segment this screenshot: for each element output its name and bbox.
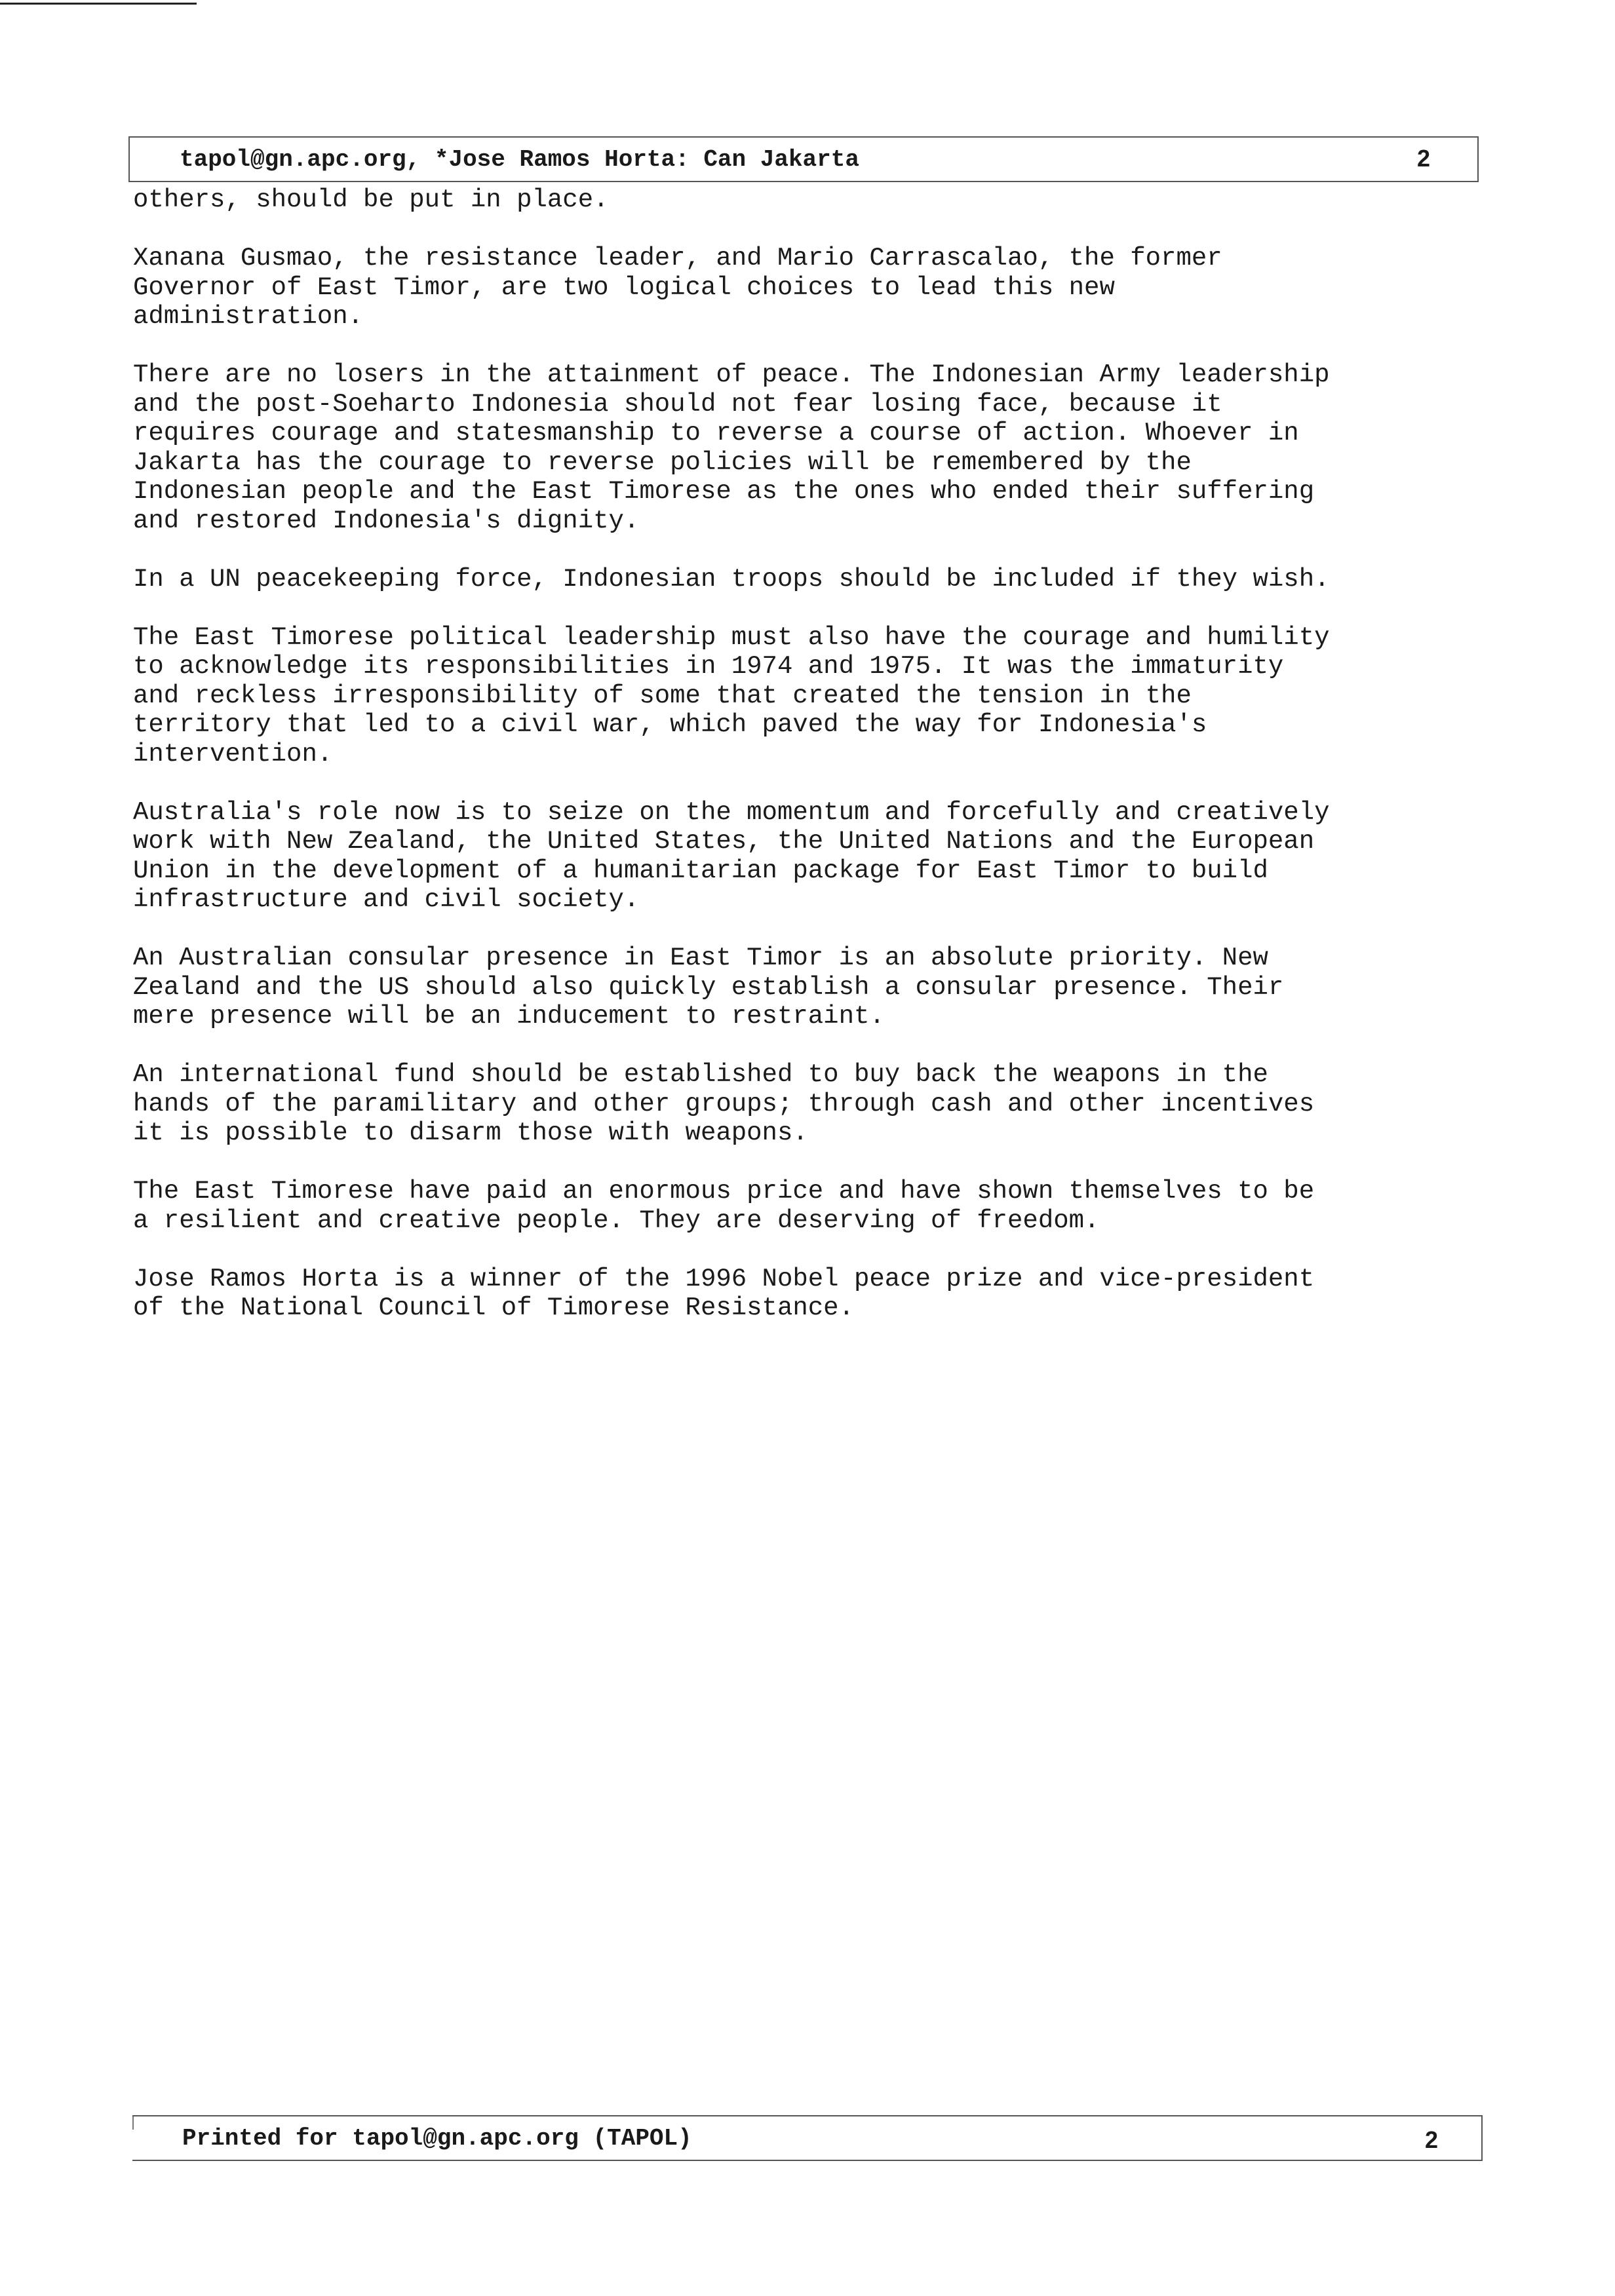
text-line: and the post-Soeharto Indonesia should not fear losing face, because it xyxy=(133,389,1222,419)
paragraph xyxy=(133,244,1509,332)
header-title: tapol@gn.apc.org, *Jose Ramos Horta: Can Jakarta xyxy=(180,146,859,173)
paragraph xyxy=(133,565,1509,594)
header-page-number: 2 xyxy=(1416,145,1430,172)
text-line: The East Timorese have paid an enormous price and have shown themselves to be xyxy=(133,1177,1315,1206)
text-line: and restored Indonesia's dignity. xyxy=(133,506,640,535)
text-line: Xanana Gusmao, the resistance leader, and Mario Carrascalao, the former xyxy=(133,244,1222,273)
text-line: mere presence will be an inducement to restraint. xyxy=(133,1002,885,1031)
footer-printed-for: Printed for tapol@gn.apc.org (TAPOL) xyxy=(182,2125,692,2152)
text-line: of the National Council of Timorese Resistance. xyxy=(133,1293,854,1322)
text-line: An Australian consular presence in East Timor is an absolute priority. New xyxy=(133,944,1268,972)
footer-border-mark xyxy=(132,2116,134,2130)
text-line: In a UN peacekeeping force, Indonesian troops should be included if they wish. xyxy=(133,564,1330,594)
paragraph xyxy=(133,944,1509,1031)
text-line: others, should be put in place. xyxy=(133,185,609,214)
text-line: requires courage and statesmanship to reverse a course of action. Whoever in xyxy=(133,419,1299,448)
page-header xyxy=(128,136,1479,182)
text-line: territory that led to a civil war, which paved the way for Indonesia's xyxy=(133,710,1207,739)
text-line: to acknowledge its responsibilities in 1974 and 1975. It was the immaturity xyxy=(133,652,1284,681)
paragraph xyxy=(133,360,1509,535)
paragraph xyxy=(133,623,1509,769)
text-line: Governor of East Timor, are two logical choices to lead this new xyxy=(133,273,1115,302)
text-line: a resilient and creative people. They are deserving of freedom. xyxy=(133,1206,1100,1235)
text-line: Union in the development of a humanitarian package for East Timor to build xyxy=(133,856,1268,885)
paragraph xyxy=(133,185,1509,215)
text-line: it is possible to disarm those with weapons. xyxy=(133,1119,808,1147)
text-line: There are no losers in the attainment of peace. The Indonesian Army leadership xyxy=(133,360,1330,389)
text-line: hands of the paramilitary and other groups; through cash and other incentives xyxy=(133,1089,1315,1119)
text-line: The East Timorese political leadership must also have the courage and humility xyxy=(133,622,1330,652)
text-line: and reckless irresponsibility of some that created the tension in the xyxy=(133,681,1192,710)
text-line: Australia's role now is to seize on the momentum and forcefully and creatively xyxy=(133,797,1330,827)
paragraph xyxy=(133,1060,1509,1148)
paragraph xyxy=(133,1265,1509,1323)
scan-edge-line xyxy=(0,3,197,5)
document-body xyxy=(133,185,1509,1352)
text-line: An international fund should be established to buy back the weapons in the xyxy=(133,1060,1268,1089)
text-line: intervention. xyxy=(133,739,333,769)
text-line: infrastructure and civil society. xyxy=(133,885,640,914)
text-line: Jakarta has the courage to reverse policies will be remembered by the xyxy=(133,448,1192,477)
paragraph xyxy=(133,798,1509,915)
page-footer xyxy=(132,2115,1483,2161)
text-line: administration. xyxy=(133,302,364,331)
text-line: Zealand and the US should also quickly establish a consular presence. Their xyxy=(133,972,1284,1002)
footer-page-number: 2 xyxy=(1424,2126,1438,2153)
text-line: Jose Ramos Horta is a winner of the 1996 Nobel peace prize and vice-president xyxy=(133,1264,1315,1293)
text-line: work with New Zealand, the United States, the United Nations and the European xyxy=(133,827,1315,856)
paragraph xyxy=(133,1177,1509,1235)
text-line: Indonesian people and the East Timorese as the ones who ended their suffering xyxy=(133,477,1315,506)
